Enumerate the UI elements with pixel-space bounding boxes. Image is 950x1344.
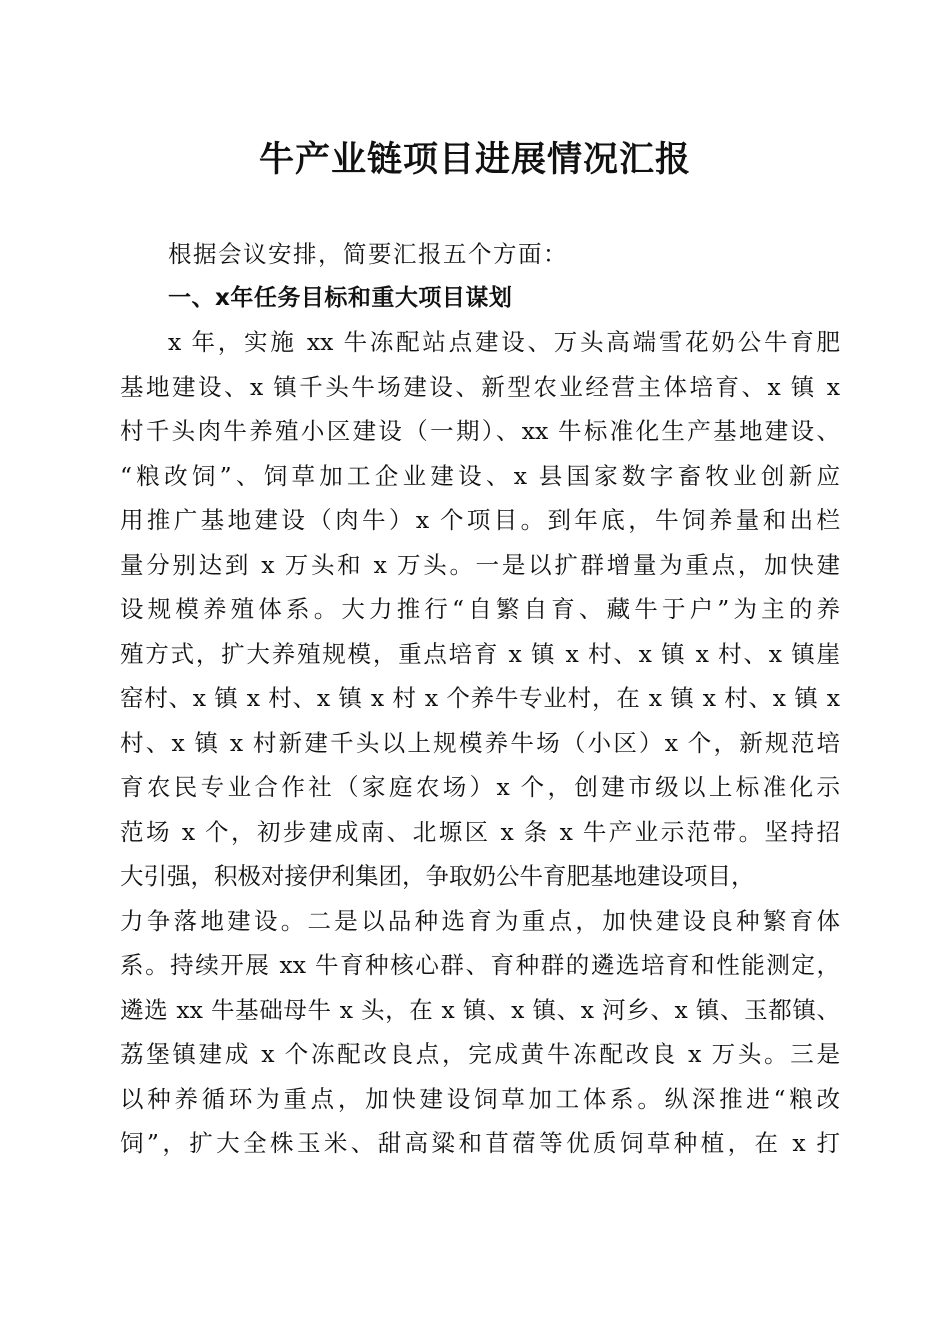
body-line: 窑村、x 镇 x 村、x 镇 x 村 x 个养牛专业村，在 x 镇 x 村、x 镇 x <box>120 684 840 712</box>
body-line: “粮改饲”、饲草加工企业建设、x 县国家数字畜牧业创新应 <box>120 461 840 490</box>
body-line: 力争落地建设。二是以品种选育为重点，加快建设良种繁育体 <box>120 906 840 935</box>
body-line: x 年，实施 xx 牛冻配站点建设、万头高端雪花奶公牛育肥 <box>168 328 840 356</box>
section-heading-1: 一、x年任务目标和重大项目谋划 <box>168 285 513 311</box>
intro-paragraph <box>120 232 840 276</box>
body-line: 村、x 镇 x 村新建千头以上规模养牛场（小区）x 个，新规范培 <box>120 728 840 757</box>
document-title: 牛产业链项目进展情况汇报 <box>258 139 691 180</box>
body-line: 量分别达到 x 万头和 x 万头。一是以扩群增量为重点，加快建 <box>120 550 840 579</box>
body-line: 大引强，积极对接伊利集团，争取奶公牛育肥基地建设项目， <box>120 862 755 890</box>
body-line: 系。持续开展 xx 牛育种核心群、育种群的遴选培育和性能测定， <box>120 951 840 979</box>
body-paragraph <box>120 320 840 1166</box>
body-line: 殖方式，扩大养殖规模，重点培育 x 镇 x 村、x 镇 x 村、x 镇崖 <box>120 639 840 668</box>
body-line: 育农民专业合作社（家庭农场）x 个，创建市级以上标准化示 <box>120 773 840 801</box>
body-line: 荔堡镇建成 x 个冻配改良点，完成黄牛冻配改良 x 万头。三是 <box>120 1040 840 1068</box>
body-line: 范场 x 个，初步建成南、北塬区 x 条 x 牛产业示范带。坚持招 <box>120 817 840 846</box>
body-line: 用推广基地建设（肉牛）x 个项目。到年底，牛饲养量和出栏 <box>120 506 840 534</box>
body-line: 以种养循环为重点，加快建设饲草加工体系。纵深推进“粮改 <box>120 1084 840 1113</box>
body-line: 遴选 xx 牛基础母牛 x 头，在 x 镇、x 镇、x 河乡、x 镇、玉都镇、 <box>120 995 840 1024</box>
body-line: 饲”，扩大全株玉米、甜高粱和苜蓿等优质饲草种植，在 x 打 <box>120 1129 840 1157</box>
body-line: 村千头肉牛养殖小区建设（一期）、xx 牛标准化生产基地建设、 <box>120 417 840 445</box>
body-line: 设规模养殖体系。大力推行“自繁自育、藏牛于户”为主的养 <box>120 595 840 623</box>
intro-text: 根据会议安排，简要汇报五个方面： <box>168 240 568 268</box>
body-line: 基地建设、x 镇千头牛场建设、新型农业经营主体培育、x 镇 x <box>120 372 840 401</box>
